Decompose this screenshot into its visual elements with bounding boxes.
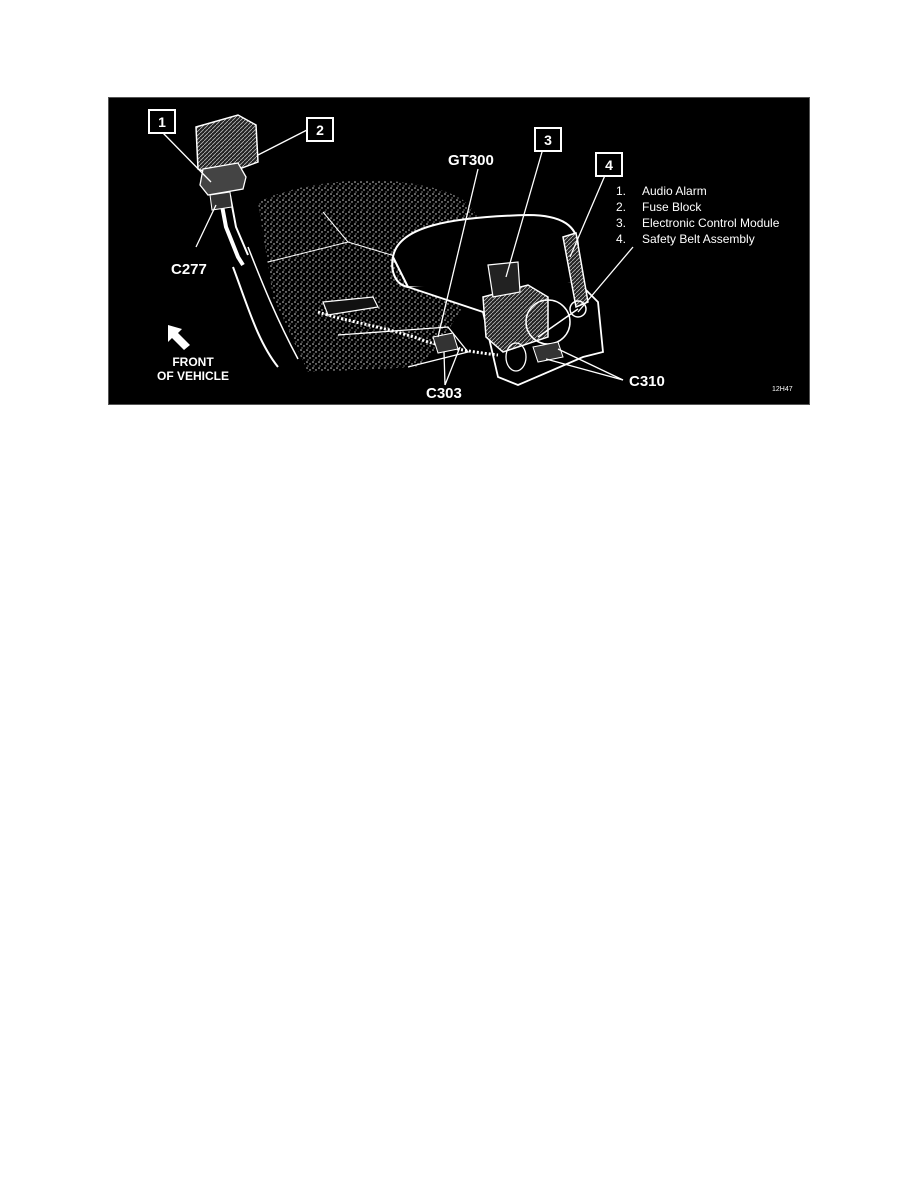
callout-1 — [149, 110, 175, 133]
callout-3 — [535, 128, 561, 151]
callout-2-number: 2 — [316, 122, 324, 138]
legend-text-3: Electronic Control Module — [642, 216, 780, 230]
legend-text-2: Fuse Block — [642, 200, 702, 214]
label-c303: C303 — [426, 385, 462, 402]
label-gt300: GT300 — [448, 152, 494, 169]
label-c277: C277 — [171, 261, 207, 278]
callout-2 — [307, 118, 333, 141]
legend-text-1: Audio Alarm — [642, 184, 707, 198]
connector-c303-body — [433, 333, 458, 353]
connector-c277-body — [210, 192, 232, 210]
legend-num-4: 4. — [616, 232, 627, 246]
legend-text-4: Safety Belt Assembly — [642, 232, 755, 246]
ecm-bracket-tab — [488, 262, 520, 297]
callout-4-number: 4 — [605, 157, 613, 173]
callout-4 — [596, 153, 622, 176]
component-location-figure — [108, 97, 810, 405]
label-c310: C310 — [629, 373, 665, 390]
callout-3-number: 3 — [544, 132, 552, 148]
front-label-line1: FRONT — [172, 355, 214, 369]
figure-code: 12H47 — [772, 386, 793, 393]
legend-num-1: 1. — [616, 184, 627, 198]
front-label-line2: OF VEHICLE — [156, 369, 230, 383]
legend-num-2: 2. — [616, 200, 627, 214]
legend-num-3: 3. — [616, 216, 627, 230]
audio-alarm — [200, 163, 246, 195]
callout-1-number: 1 — [158, 114, 166, 130]
figure-svg — [108, 97, 810, 405]
